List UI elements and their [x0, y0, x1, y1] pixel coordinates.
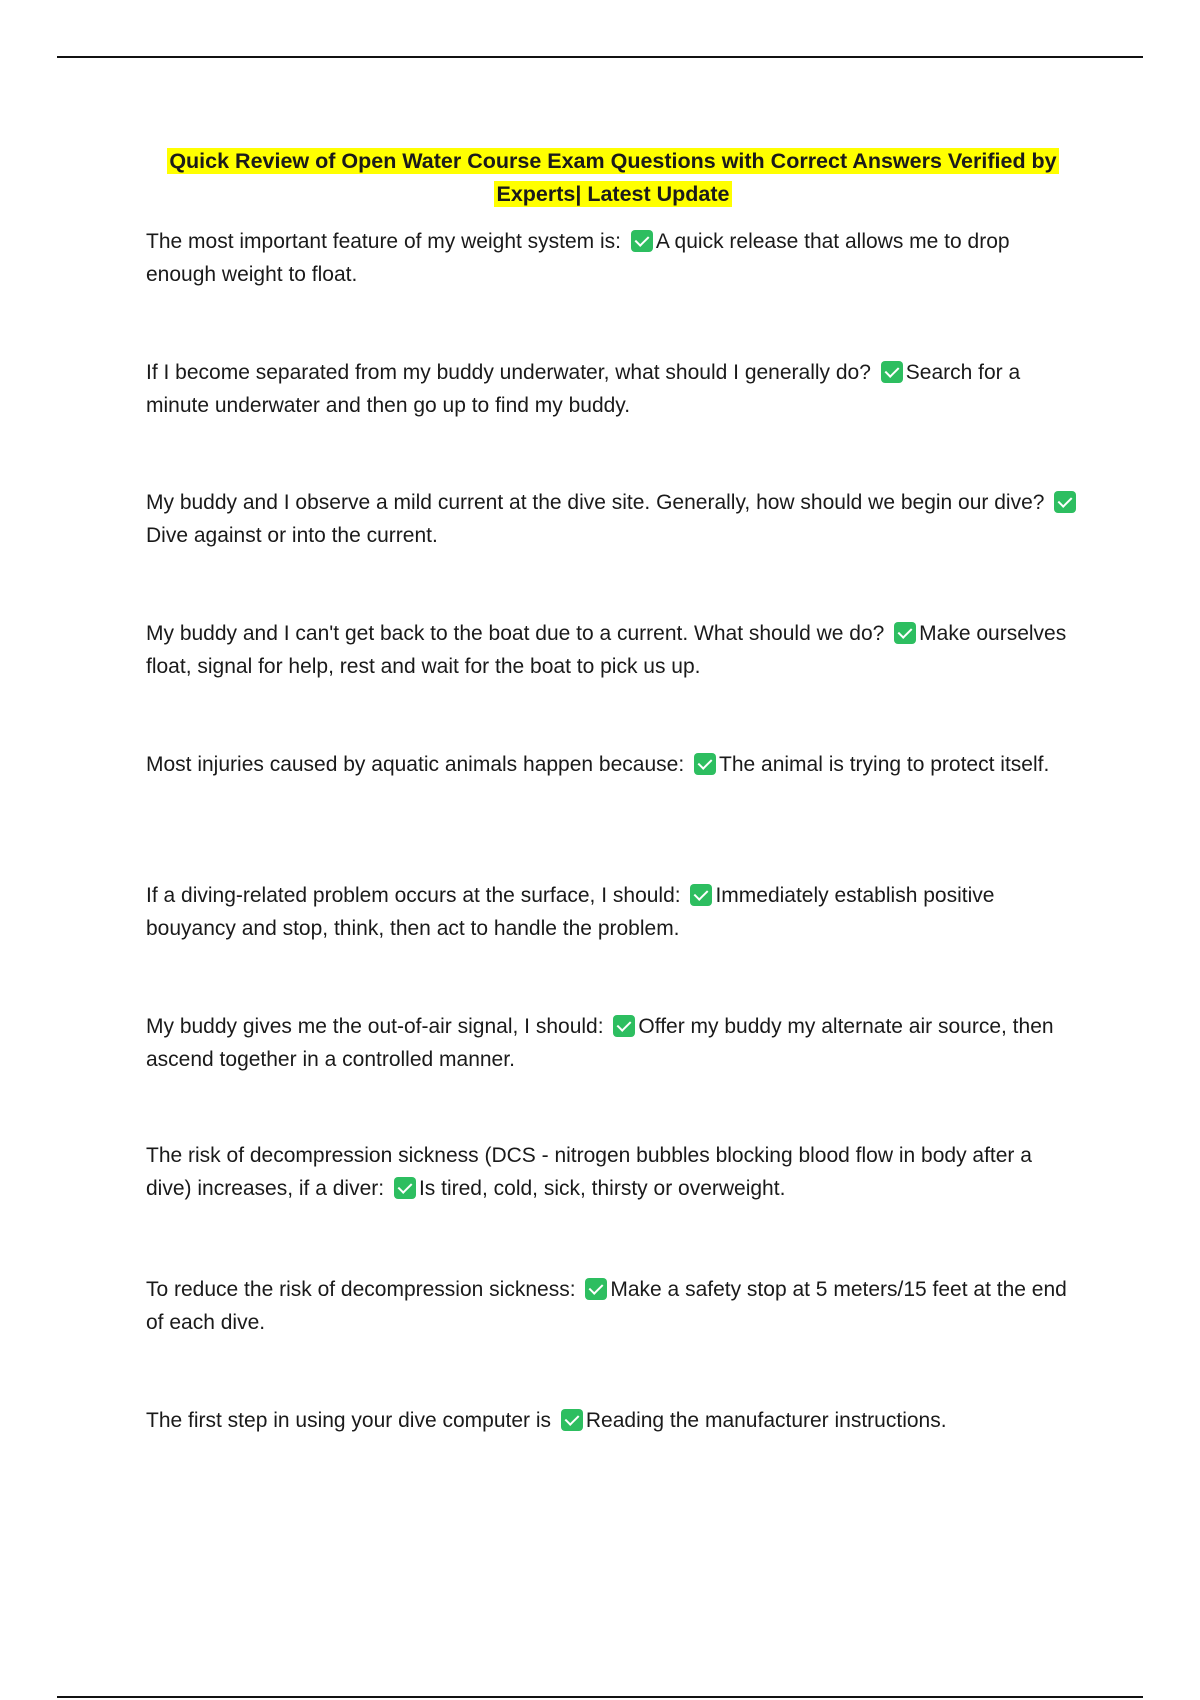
- check-mark-icon: [694, 753, 716, 775]
- question-text: My buddy and I can't get back to the boat due to a current. What should we do?: [146, 622, 885, 645]
- answer-text: The animal is trying to protect itself.: [719, 753, 1050, 776]
- qa-item: [146, 486, 1080, 552]
- check-mark-icon: [894, 622, 916, 644]
- title-line-2: Experts| Latest Update: [496, 182, 730, 206]
- qa-item: [146, 617, 1080, 683]
- answer-text: Is tired, cold, sick, thirsty or overweight.: [418, 1177, 786, 1200]
- answer-text: Reading the manufacturer instructions.: [585, 1409, 947, 1432]
- answer-text: Immediately establish positive bouyancy and stop, think, then act to handle the problem.: [146, 884, 995, 940]
- answer-text: Make ourselves float, signal for help, rest and wait for the boat to pick us up.: [146, 622, 1067, 678]
- question-text: My buddy and I observe a mild current at the dive site. Generally, how should we begin our dive?: [146, 491, 1045, 514]
- answer-text: Dive against or into the current.: [146, 524, 438, 547]
- qa-item: [146, 356, 1080, 422]
- qa-item: [146, 1273, 1080, 1339]
- question-text: The most important feature of my weight system is:: [146, 230, 622, 253]
- check-mark-icon: [690, 884, 712, 906]
- answer-text: A quick release that allows me to drop enough weight to float.: [146, 230, 1010, 286]
- check-mark-icon: [1054, 491, 1076, 513]
- document-title: [146, 145, 1080, 211]
- qa-item: [146, 225, 1080, 291]
- question-text: The first step in using your dive computer is: [146, 1409, 552, 1432]
- answer-text: Search for a minute underwater and then go up to find my buddy.: [146, 361, 1021, 417]
- answer-text: Offer my buddy my alternate air source, then ascend together in a controlled manner.: [146, 1015, 1054, 1071]
- question-text: To reduce the risk of decompression sickness:: [146, 1278, 576, 1301]
- question-text: If I become separated from my buddy underwater, what should I generally do?: [146, 361, 871, 384]
- check-mark-icon: [881, 361, 903, 383]
- question-text: The risk of decompression sickness (DCS - nitrogen bubbles blocking blood flow in body after a dive) increases, if a diver:: [146, 1144, 1032, 1200]
- qa-item: [146, 879, 1080, 945]
- top-rule: [57, 56, 1143, 58]
- document-body: [146, 145, 1080, 1432]
- check-mark-icon: [631, 230, 653, 252]
- qa-item: [146, 748, 1080, 781]
- question-text: My buddy gives me the out-of-air signal, I should:: [146, 1015, 604, 1038]
- question-text: Most injuries caused by aquatic animals happen because:: [146, 753, 685, 776]
- check-mark-icon: [613, 1015, 635, 1037]
- answer-text: Make a safety stop at 5 meters/15 feet at the end of each dive.: [146, 1278, 1067, 1334]
- title-line-1: Quick Review of Open Water Course Exam Questions with Correct Answers Verified by: [169, 149, 1057, 173]
- check-mark-icon: [394, 1177, 416, 1199]
- question-text: If a diving-related problem occurs at the surface, I should:: [146, 884, 681, 907]
- qa-item: [146, 1404, 1080, 1437]
- bottom-rule: [57, 1696, 1143, 1698]
- qa-item: [146, 1010, 1080, 1076]
- check-mark-icon: [585, 1278, 607, 1300]
- check-mark-icon: [561, 1409, 583, 1431]
- qa-item: [146, 1139, 1080, 1205]
